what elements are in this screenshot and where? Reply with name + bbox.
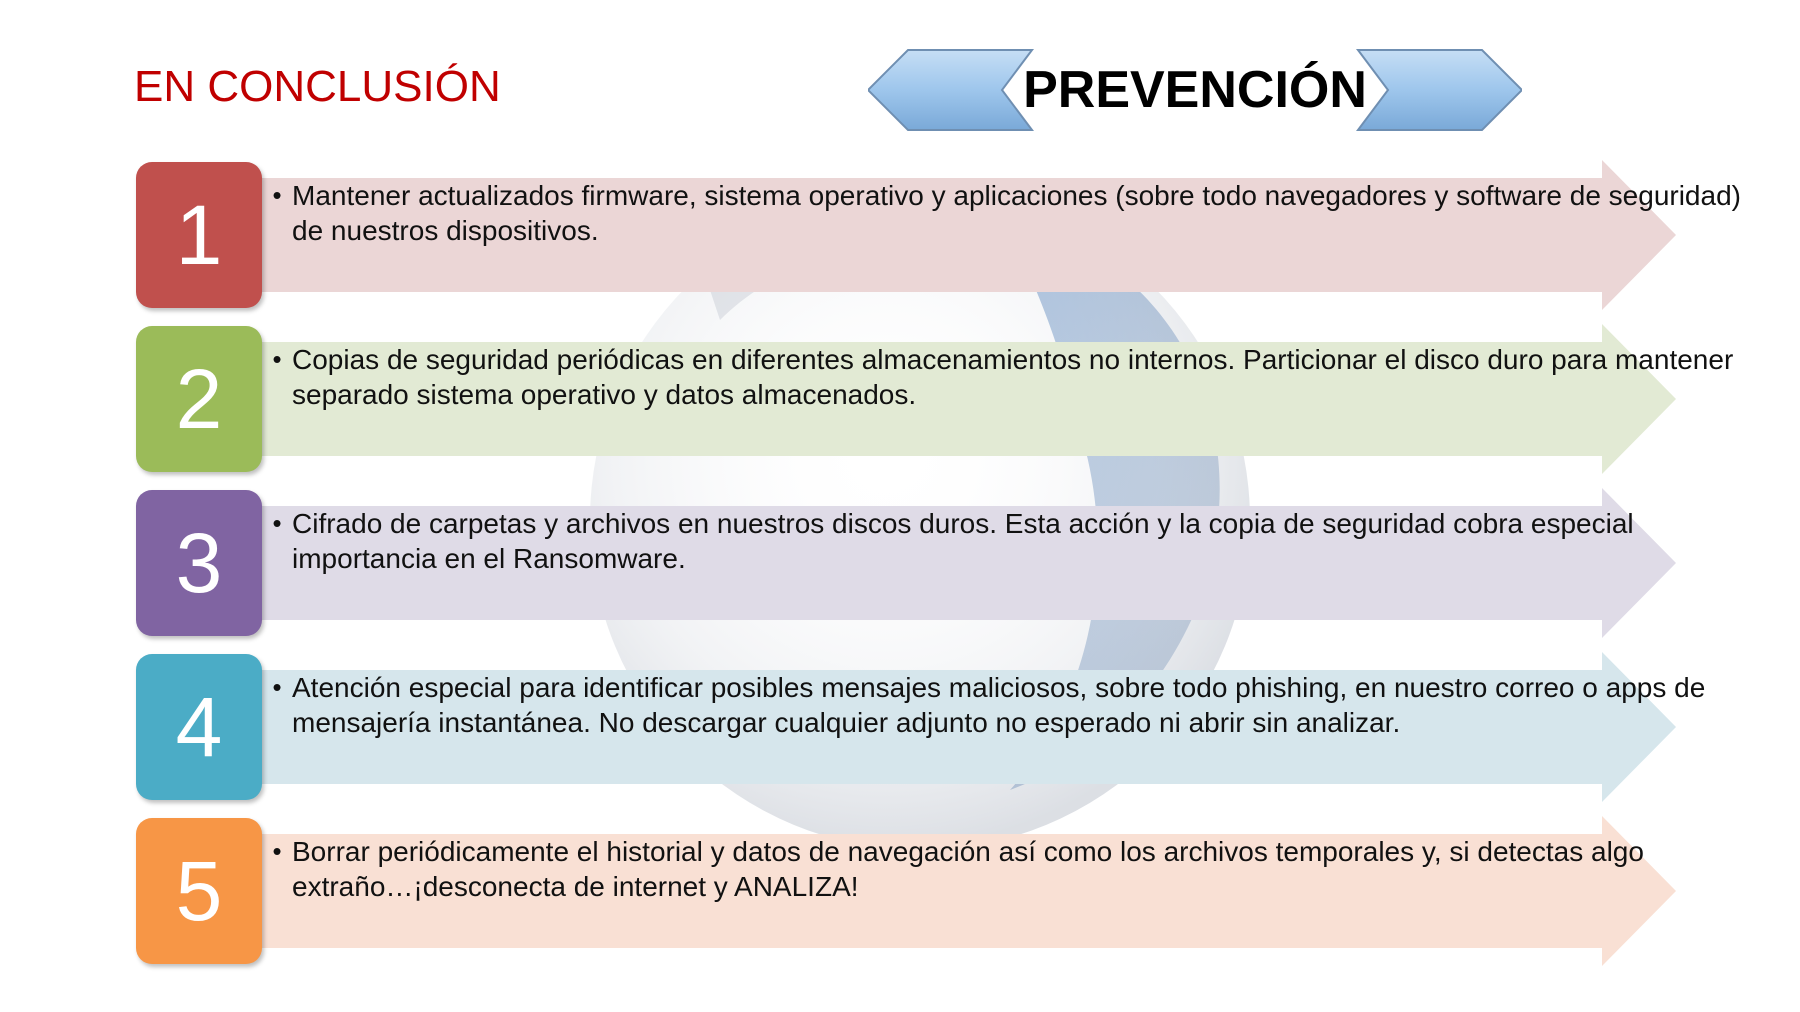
step-2 bbox=[136, 324, 1734, 474]
step-number-badge: 2 bbox=[136, 326, 262, 472]
step-number-badge: 4 bbox=[136, 654, 262, 800]
bullet-point: • bbox=[272, 180, 282, 210]
step-description: Borrar periódicamente el historial y datos de navegación así como los archivos temporales y, si detectas algo extraño…¡desconecta de internet y ANALIZA! bbox=[292, 836, 1644, 902]
prevention-banner bbox=[868, 48, 1522, 132]
step-4 bbox=[136, 652, 1706, 802]
step-text bbox=[264, 506, 1764, 576]
bullet-point: • bbox=[272, 672, 282, 702]
step-5 bbox=[136, 816, 1676, 966]
step-3 bbox=[136, 488, 1676, 638]
step-description: Copias de seguridad periódicas en diferentes almacenamientos no internos. Particionar el disco duro para mantener separado sistema operativo y datos almacenados. bbox=[292, 344, 1734, 410]
step-description: Mantener actualizados firmware, sistema operativo y aplicaciones (sobre todo navegadores y software de seguridad) de nuestros dispositivos. bbox=[292, 180, 1741, 246]
bullet-point: • bbox=[272, 344, 282, 374]
banner-label: PREVENCIÓN bbox=[1023, 61, 1367, 119]
step-text bbox=[264, 342, 1764, 412]
bullet-point: • bbox=[272, 836, 282, 866]
step-description: Atención especial para identificar posibles mensajes maliciosos, sobre todo phishing, en nuestro correo o apps de mensajería instantánea. No descargar cualquier adjunto no esperado ni abrir sin analizar. bbox=[292, 672, 1706, 738]
step-text bbox=[264, 834, 1764, 904]
step-number-badge: 1 bbox=[136, 162, 262, 308]
step-1 bbox=[136, 160, 1741, 310]
step-text bbox=[264, 178, 1764, 248]
step-number-badge: 3 bbox=[136, 490, 262, 636]
step-text bbox=[264, 670, 1764, 740]
bullet-point: • bbox=[272, 508, 282, 538]
step-description: Cifrado de carpetas y archivos en nuestros discos duros. Esta acción y la copia de seguridad cobra especial importancia en el Ransomware. bbox=[292, 508, 1634, 574]
slide-title: EN CONCLUSIÓN bbox=[134, 62, 501, 111]
step-number-badge: 5 bbox=[136, 818, 262, 964]
